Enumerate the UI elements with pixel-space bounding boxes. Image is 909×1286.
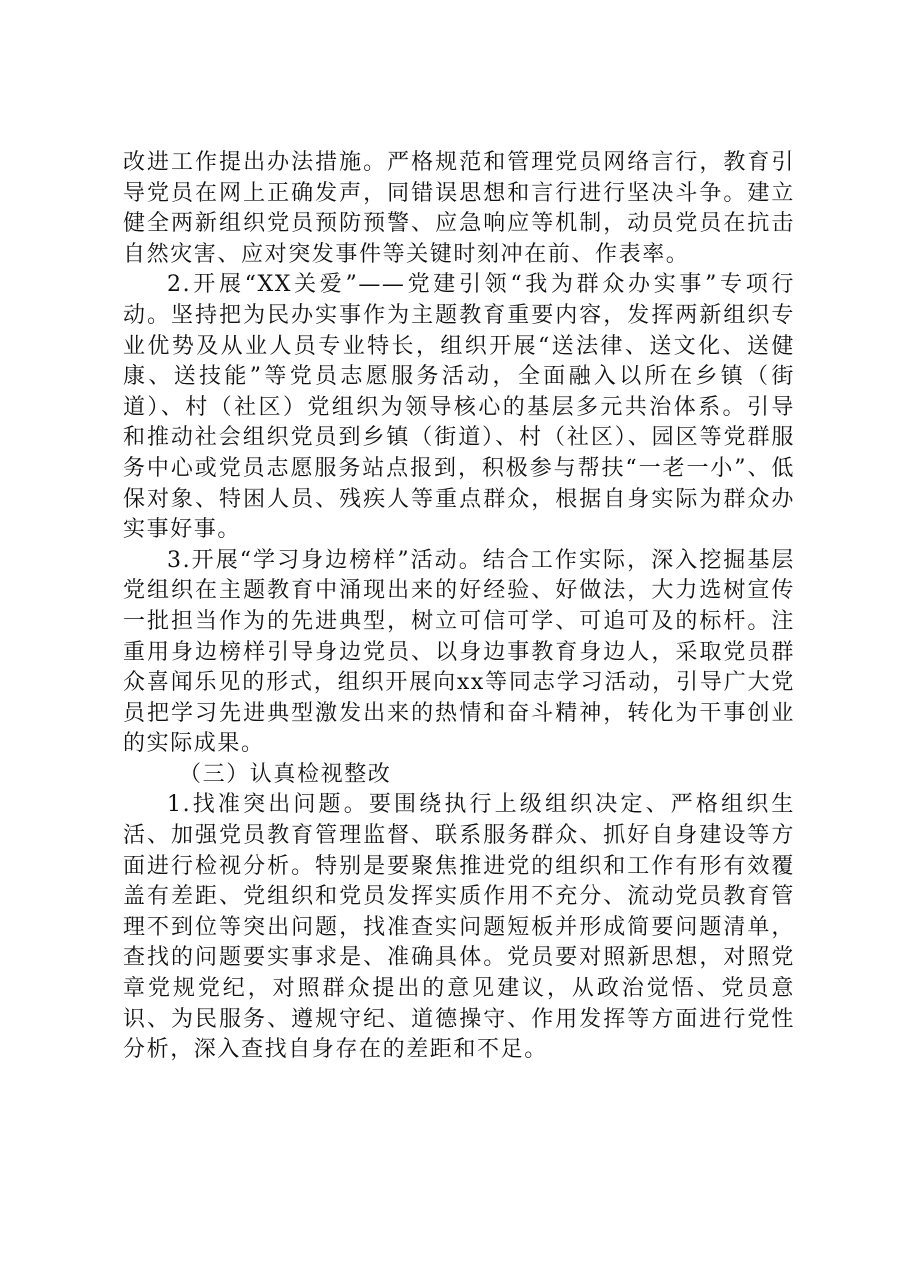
document-page [123, 148, 795, 1066]
paragraph-find-problems: 1.找准突出问题。要围绕执行上级组织决定、严格组织生活、加强党员教育管理监督、联系服务群众、抓好自身建设等方面进行检视分析。特别是要聚焦推进党的组织和工作有形有效覆盖有差距、党组织和党员发挥实质作用不充分、流动党员教育管理不到位等突出问题，找准查实问题短板并形成简要问题清单，查找的问题要实事求是、准确具体。党员要对照新思想，对照党章党规党纪，对照群众提出的意见建议，从政治觉悟、党员意识、为民服务、遵规守纪、道德操守、作用发挥等方面进行党性分析，深入查找自身存在的差距和不足。 [123, 792, 795, 1063]
paragraph-role-models: 3.开展“学习身边榜样”活动。结合工作实际，深入挖掘基层党组织在主题教育中涌现出来的好经验、好做法，大力选树宣传一批担当作为的先进典型，树立可信可学、可追可及的标杆。注重用身边榜样引导身边党员、以身边事教育身边人，采取党员群众喜闻乐见的形式，组织开展向xx等同志学习活动，引导广大党员把学习先进典型激发出来的热情和奋斗精神，转化为干事创业的实际成果。 [123, 547, 795, 757]
paragraph-care-action: 2.开展“XX关爱”——党建引领“我为群众办实事”专项行动。坚持把为民办实事作为主题教育重要内容，发挥两新组织专业优势及从业人员专业特长，组织开展“送法律、送文化、送健康、送技能”等党员志愿服务活动，全面融入以所在乡镇（街道）、村（社区）党组织为领导核心的基层多元共治体系。引导和推动社会组织党员到乡镇（街道）、村（社区）、园区等党群服务中心或党员志愿服务站点报到，积极参与帮扶“一老一小”、低保对象、特困人员、残疾人等重点群众，根据自身实际为群众办实事好事。 [123, 272, 795, 543]
paragraph-work-measures: 改进工作提出办法措施。严格规范和管理党员网络言行，教育引导党员在网上正确发声，同错误思想和言行进行坚决斗争。建立健全两新组织党员预防预警、应急响应等机制，动员党员在抗击自然灾害、应对突发事件等关键时刻冲在前、作表率。 [123, 150, 795, 267]
section-heading: （三）认真检视整改 [179, 761, 392, 787]
